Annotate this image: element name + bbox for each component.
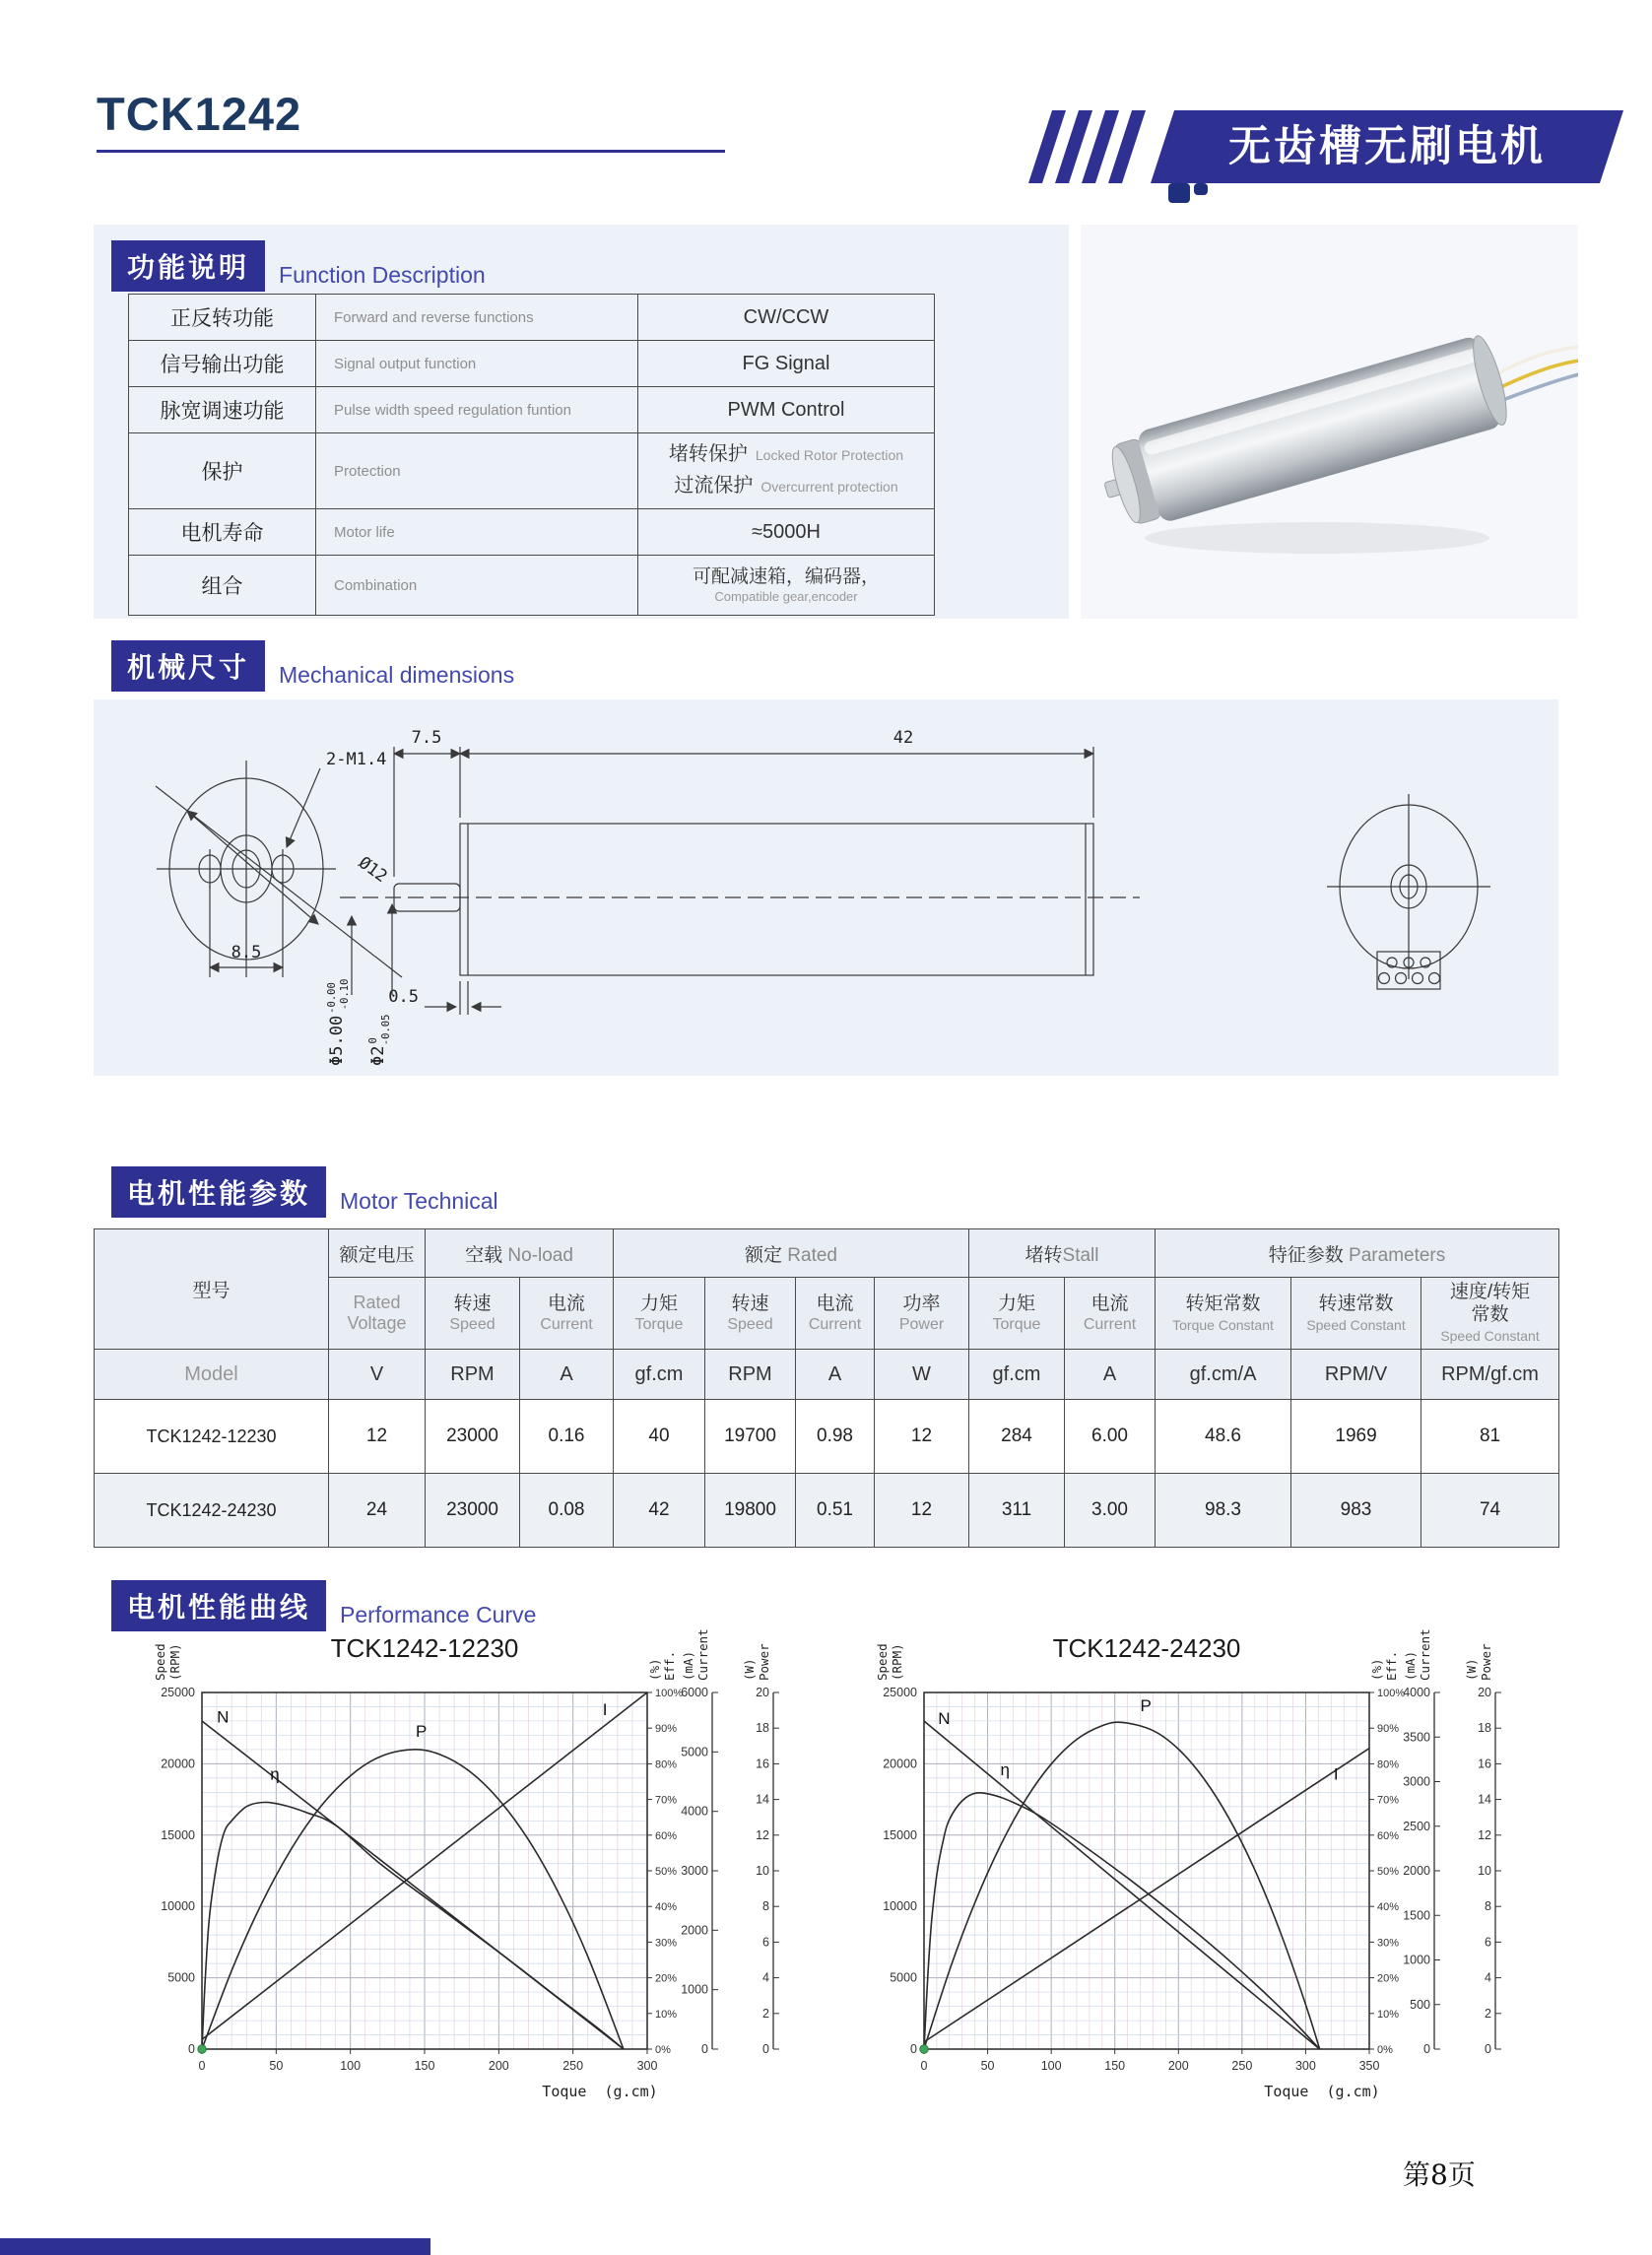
feature-name-en: Pulse width speed regulation funtion [316,387,638,433]
section-title-en: Mechanical dimensions [279,662,515,688]
motor-photo-illustration [1081,225,1578,619]
data-cell: 12 [875,1400,969,1474]
curve-label: η [270,1764,280,1784]
axis-title: (%)Eff. [1369,1650,1399,1681]
svg-text:20: 20 [1478,1686,1491,1699]
model-cell: TCK1242-24230 [95,1474,329,1548]
feature-name-zh: 信号输出功能 [129,341,316,387]
data-cell: 12 [875,1474,969,1548]
section-title-en: Performance Curve [340,1602,537,1627]
curve-η [202,1802,624,2049]
svg-text:1000: 1000 [1403,1953,1430,1967]
data-cell: 23000 [426,1474,520,1548]
svg-text:100%: 100% [1377,1688,1406,1699]
side-view [326,728,1140,1066]
curve-N [924,1721,1320,2049]
rear-view [1327,794,1490,989]
feature-value: ≈5000H [638,509,935,556]
svg-text:4: 4 [762,1970,769,1985]
svg-text:0: 0 [910,2042,917,2056]
feature-value: FG Signal [638,341,935,387]
col-nl-current: 电流 Current [520,1278,614,1350]
svg-text:1000: 1000 [681,1982,708,1997]
table-row [129,341,935,387]
origin-dot [920,2045,928,2053]
feature-name-en: Protection [316,433,638,509]
svg-text:20000: 20000 [161,1757,195,1771]
svg-text:1500: 1500 [1403,1908,1430,1923]
unit-cell: RPM [426,1350,520,1400]
curve-label: η [1000,1759,1010,1779]
feature-value: CW/CCW [638,295,935,341]
svg-text:10000: 10000 [161,1899,195,1914]
svg-text:2000: 2000 [681,1923,708,1938]
svg-text:50%: 50% [655,1866,678,1878]
col-rated-voltage: Rated Voltage [329,1278,426,1350]
svg-text:10%: 10% [655,2008,678,2021]
feature-name-en: Signal output function [316,341,638,387]
data-cell: 983 [1291,1474,1421,1548]
svg-text:12: 12 [1478,1827,1491,1842]
section-title-en: Motor Technical [340,1188,498,1214]
svg-text:3000: 3000 [1403,1774,1430,1789]
mechanical-drawing [94,699,1558,1076]
group-header-row [95,1229,1559,1278]
svg-text:5000: 5000 [890,1970,917,1985]
data-cell: 12 [329,1400,426,1474]
footer-bar [0,2238,430,2255]
unit-cell: gf.cm/A [1156,1350,1291,1400]
svg-text:50%: 50% [1377,1866,1400,1878]
data-cell: 48.6 [1156,1400,1291,1474]
data-cell: 19800 [705,1474,796,1548]
svg-text:50: 50 [269,2059,284,2073]
svg-text:2000: 2000 [1403,1864,1430,1878]
section-title-zh: 功能说明 [111,240,265,292]
table-row [129,295,935,341]
svg-text:300: 300 [636,2059,658,2073]
curve-P [202,1750,624,2049]
svg-text:5000: 5000 [167,1970,195,1985]
svg-text:200: 200 [488,2059,509,2073]
curve-label: P [415,1721,428,1741]
svg-text:3500: 3500 [1403,1730,1430,1745]
svg-text:0: 0 [198,2059,206,2073]
svg-text:5000: 5000 [681,1745,708,1759]
svg-text:40%: 40% [1377,1901,1400,1914]
feature-name-zh: 脉宽调速功能 [129,387,316,433]
data-cell: 6.00 [1065,1400,1156,1474]
curve-label: I [602,1700,608,1720]
table-row [95,1400,1559,1474]
svg-text:0: 0 [762,2042,769,2056]
dim-label-75: 7.5 [411,728,442,748]
svg-text:20000: 20000 [883,1757,917,1771]
curve-label: N [938,1708,951,1728]
table-row [129,433,935,509]
axis-title: (W)Power [742,1643,771,1681]
feature-name-zh: 电机寿命 [129,509,316,556]
svg-text:10: 10 [1478,1864,1491,1878]
section-head-function [111,240,486,292]
col-speed-torque-constant: 速度/转矩常数 Speed Constant [1421,1278,1559,1350]
unit-cell: A [520,1350,614,1400]
svg-text:6: 6 [762,1935,769,1950]
protection-line: 堵转保护 Locked Rotor Protection [668,443,904,465]
motor-spec-table [94,1228,1559,1548]
svg-text:100: 100 [1040,2059,1062,2073]
performance-chart-24230 [853,1616,1587,2128]
data-cell: 311 [969,1474,1065,1548]
feature-value: 可配减速箱，编码器， Compatible gear,encoder [638,556,935,616]
data-cell: 42 [614,1474,705,1548]
svg-text:80%: 80% [655,1758,678,1771]
axis-title: (mA)Current [1403,1628,1432,1681]
unit-cell: RPM/gf.cm [1421,1350,1559,1400]
table-row [129,556,935,616]
data-cell: 0.08 [520,1474,614,1548]
function-table [128,294,935,616]
feature-value [638,433,935,509]
group-rated: 额定 Rated [614,1229,969,1278]
feature-name-zh: 正反转功能 [129,295,316,341]
axis-title: Speed(RPM) [875,1643,904,1681]
unit-cell: V [329,1350,426,1400]
category-banner-label: 无齿槽无刷电机 [1228,123,1546,170]
svg-text:10000: 10000 [883,1899,917,1914]
dim-label-m14: 2-M1.4 [326,750,387,769]
motor-body-group [1093,332,1513,536]
col-r-speed: 转速 Speed [705,1278,796,1350]
unit-cell: RPM [705,1350,796,1400]
dim-label-85: 8.5 [231,943,262,962]
col-s-current: 电流 Current [1065,1278,1156,1350]
data-cell: 3.00 [1065,1474,1156,1548]
svg-text:15000: 15000 [883,1827,917,1842]
dim-label-d12: Ø12 [355,852,391,888]
svg-text:4000: 4000 [1403,1686,1430,1699]
units-row [95,1350,1559,1400]
svg-text:80%: 80% [1377,1758,1400,1771]
svg-text:0: 0 [1423,2042,1430,2056]
unit-cell: RPM/V [1291,1350,1421,1400]
performance-chart-12230 [131,1616,865,2128]
unit-cell: A [1065,1350,1156,1400]
svg-text:2: 2 [1485,2006,1491,2021]
svg-text:0: 0 [1485,2042,1491,2056]
unit-cell: A [796,1350,875,1400]
section-title-zh: 电机性能曲线 [111,1580,326,1631]
section-head-mech [111,640,514,692]
svg-text:0%: 0% [655,2044,671,2056]
col-speed-constant: 转速常数 Speed Constant [1291,1278,1421,1350]
svg-text:50: 50 [980,2059,995,2073]
front-view [156,750,402,977]
data-cell: 284 [969,1400,1065,1474]
svg-text:100%: 100% [655,1688,684,1699]
axis-title: (W)Power [1464,1643,1493,1681]
data-cell: 0.16 [520,1400,614,1474]
data-cell: 74 [1421,1474,1559,1548]
section-title-en: Function Description [279,262,486,288]
svg-text:2: 2 [762,2006,769,2021]
group-params: 特征参数 Parameters [1156,1229,1559,1278]
feature-name-en: Motor life [316,509,638,556]
product-photo [1081,225,1578,619]
curve-label: I [1333,1764,1339,1784]
svg-text:500: 500 [1410,1997,1430,2012]
svg-text:18: 18 [1478,1721,1491,1736]
section-head-motor [111,1166,498,1218]
svg-text:60%: 60% [1377,1829,1400,1842]
svg-text:25000: 25000 [161,1686,195,1699]
svg-text:350: 350 [1358,2059,1380,2073]
data-cell: 81 [1421,1400,1559,1474]
feature-name-en: Combination [316,556,638,616]
unit-cell: gf.cm [969,1350,1065,1400]
feature-name-zh: 保护 [129,433,316,509]
svg-text:18: 18 [756,1721,769,1736]
section-title-zh: 电机性能参数 [111,1166,326,1218]
svg-text:20%: 20% [1377,1972,1400,1985]
svg-text:300: 300 [1294,2059,1316,2073]
svg-text:90%: 90% [1377,1723,1400,1736]
data-cell: 0.98 [796,1400,875,1474]
category-banner [1151,110,1623,183]
page-title: TCK1242 [97,88,302,140]
curve-label: P [1140,1695,1152,1715]
chart-title: TCK1242-24230 [1052,1633,1241,1663]
unit-cell: gf.cm [614,1350,705,1400]
svg-text:0: 0 [920,2059,928,2073]
svg-text:40%: 40% [655,1901,678,1914]
svg-text:16: 16 [756,1757,769,1771]
table-row [95,1474,1559,1548]
svg-text:90%: 90% [655,1723,678,1736]
svg-text:30%: 30% [655,1937,678,1950]
table-row [129,509,935,556]
model-cell: TCK1242-12230 [95,1400,329,1474]
col-s-torque: 力矩 Torque [969,1278,1065,1350]
dim-label-05: 0.5 [388,987,419,1007]
data-cell: 19700 [705,1400,796,1474]
model-header: 型号 [95,1229,329,1350]
svg-text:20: 20 [756,1686,769,1699]
svg-text:0: 0 [188,2042,195,2056]
unit-cell: Model [95,1350,329,1400]
group-stall: 堵转Stall [969,1229,1156,1278]
svg-text:60%: 60% [655,1829,678,1842]
svg-text:6: 6 [1485,1935,1491,1950]
feature-value: PWM Control [638,387,935,433]
col-nl-speed: 转速 Speed [426,1278,520,1350]
svg-text:4: 4 [1485,1970,1491,1985]
x-axis-label: Toque (g.cm) [542,2083,658,2100]
svg-text:12: 12 [756,1827,769,1842]
svg-text:30%: 30% [1377,1937,1400,1950]
svg-text:150: 150 [414,2059,435,2073]
dim-label-phi2: $\Phi 2^0-0.05$ [367,1014,392,1066]
feature-name-zh: 组合 [129,556,316,616]
svg-text:4000: 4000 [681,1804,708,1819]
brand-logo-partial [1168,183,1220,207]
svg-text:250: 250 [1231,2059,1253,2073]
svg-text:250: 250 [562,2059,584,2073]
data-cell: 1969 [1291,1400,1421,1474]
axis-title: (%)Eff. [647,1650,677,1681]
svg-text:200: 200 [1167,2059,1189,2073]
data-cell: 24 [329,1474,426,1548]
group-noload: 空载 No-load [426,1229,614,1278]
svg-text:100: 100 [340,2059,362,2073]
unit-cell: W [875,1350,969,1400]
data-cell: 98.3 [1156,1474,1291,1548]
svg-text:150: 150 [1104,2059,1126,2073]
svg-text:8: 8 [1485,1899,1491,1914]
chart-title: TCK1242-12230 [330,1633,519,1663]
svg-text:10%: 10% [1377,2008,1400,2021]
svg-text:16: 16 [1478,1757,1491,1771]
svg-text:2500: 2500 [1403,1819,1430,1833]
data-cell: 40 [614,1400,705,1474]
data-cell: 23000 [426,1400,520,1474]
svg-text:10: 10 [756,1864,769,1878]
svg-text:14: 14 [756,1792,769,1807]
col-r-power: 功率 Power [875,1278,969,1350]
axis-title: Speed(RPM) [153,1643,182,1681]
col-r-torque: 力矩 Torque [614,1278,705,1350]
axis-title: (mA)Current [681,1628,710,1681]
col-r-current: 电流 Current [796,1278,875,1350]
dim-label-42: 42 [892,728,914,748]
data-cell: 0.51 [796,1474,875,1548]
svg-text:14: 14 [1478,1792,1491,1807]
col-torque-constant: 转矩常数 Torque Constant [1156,1278,1291,1350]
x-axis-label: Toque (g.cm) [1264,2083,1380,2100]
origin-dot [198,2045,206,2053]
svg-text:3000: 3000 [681,1864,708,1878]
group-voltage: 额定电压 [329,1229,426,1278]
svg-text:6000: 6000 [681,1686,708,1699]
svg-text:70%: 70% [1377,1794,1400,1807]
curve-label: N [217,1707,230,1727]
table-row [129,387,935,433]
dim-label-phi5: $\Phi 5.00^{-0.00}-0.10$ [326,978,351,1066]
protection-line: 过流保护 Overcurrent protection [674,475,898,497]
page-number: 第8页 [1403,2158,1476,2191]
svg-text:8: 8 [762,1899,769,1914]
svg-text:25000: 25000 [883,1686,917,1699]
section-title-zh: 机械尺寸 [111,640,265,692]
svg-text:0%: 0% [1377,2044,1393,2056]
title-underline [97,150,725,153]
svg-text:15000: 15000 [161,1827,195,1842]
feature-name-en: Forward and reverse functions [316,295,638,341]
svg-text:70%: 70% [655,1794,678,1807]
photo-shadow [1145,522,1489,554]
svg-text:20%: 20% [655,1972,678,1985]
svg-text:0: 0 [701,2042,708,2056]
